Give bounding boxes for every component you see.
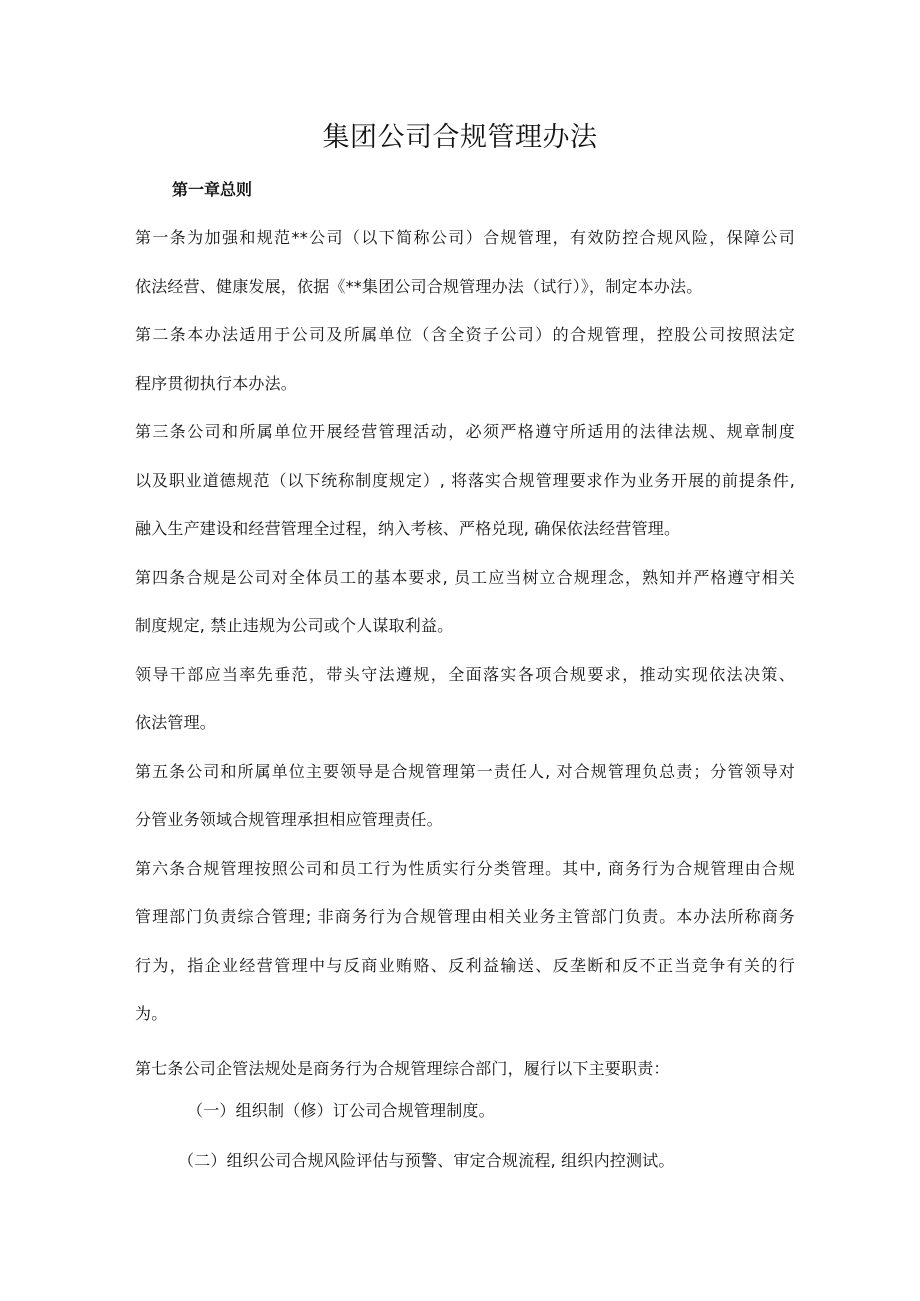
paragraph-line: 制度规定, 禁止违规为公司或个人谋取利益。 [135, 616, 454, 635]
paragraph-line: 管理部门负责综合管理; 非商务行为合规管理由相关业务主管部门负责。本办法所称商务 [135, 907, 795, 926]
paragraph-line: 第四条合规是公司对全体员工的基本要求, 员工应当树立合规理念，熟知并严格遵守相关 [135, 568, 795, 587]
paragraph-line: 分管业务领域合规管理承担相应管理责任。 [135, 810, 443, 829]
paragraph-line: 第六条合规管理按照公司和员工行为性质实行分类管理。其中, 商务行为合规管理由合规 [135, 859, 795, 878]
paragraph-line: 第三条公司和所属单位开展经营管理活动，必须严格遵守所适用的法律法规、规章制度 [135, 422, 795, 441]
paragraph-line: 依法管理。 [135, 713, 217, 732]
document-title: 集团公司合规管理办法 [322, 122, 598, 153]
paragraph-line: 以及职业道德规范（以下统称制度规定）, 将落实合规管理要求作为业务开展的前提条件, [135, 471, 795, 490]
paragraph-line: 领导干部应当率先垂范，带头守法遵规，全面落实各项合规要求，推动实现依法决策、 [135, 665, 795, 684]
paragraph-line: 第五条公司和所属单位主要领导是合规管理第一责任人, 对合规管理负总责；分管领导对 [135, 762, 795, 781]
paragraph-line: 第二条本办法适用于公司及所属单位（含全资子公司）的合规管理，控股公司按照法定 [135, 325, 795, 344]
chapter-heading: 第一章总则 [172, 180, 253, 199]
paragraph-line: 融入生产建设和经营管理全过程，纳入考核、严格兑现, 确保依法经营管理。 [135, 519, 681, 538]
list-item: （二）组织公司合规风险评估与预警、审定合规流程, 组织内控测试。 [178, 1151, 675, 1170]
paragraph-line: 行为，指企业经营管理中与反商业贿赂、反利益输送、反垄断和反不正当竞争有关的行 [135, 956, 795, 975]
list-item: （一）组织制（修）订公司合规管理制度。 [187, 1101, 495, 1120]
paragraph-line: 依法经营、健康发展，依据《**集团公司合规管理办法（试行）》，制定本办法。 [135, 277, 703, 296]
paragraph-line: 第七条公司企管法规处是商务行为合规管理综合部门，履行以下主要职责： [135, 1059, 670, 1078]
paragraph-line: 程序贯彻执行本办法。 [135, 374, 298, 393]
paragraph-line: 为。 [135, 1004, 168, 1023]
paragraph-line: 第一条为加强和规范**公司（以下简称公司）合规管理，有效防控合规风险，保障公司 [135, 228, 795, 247]
